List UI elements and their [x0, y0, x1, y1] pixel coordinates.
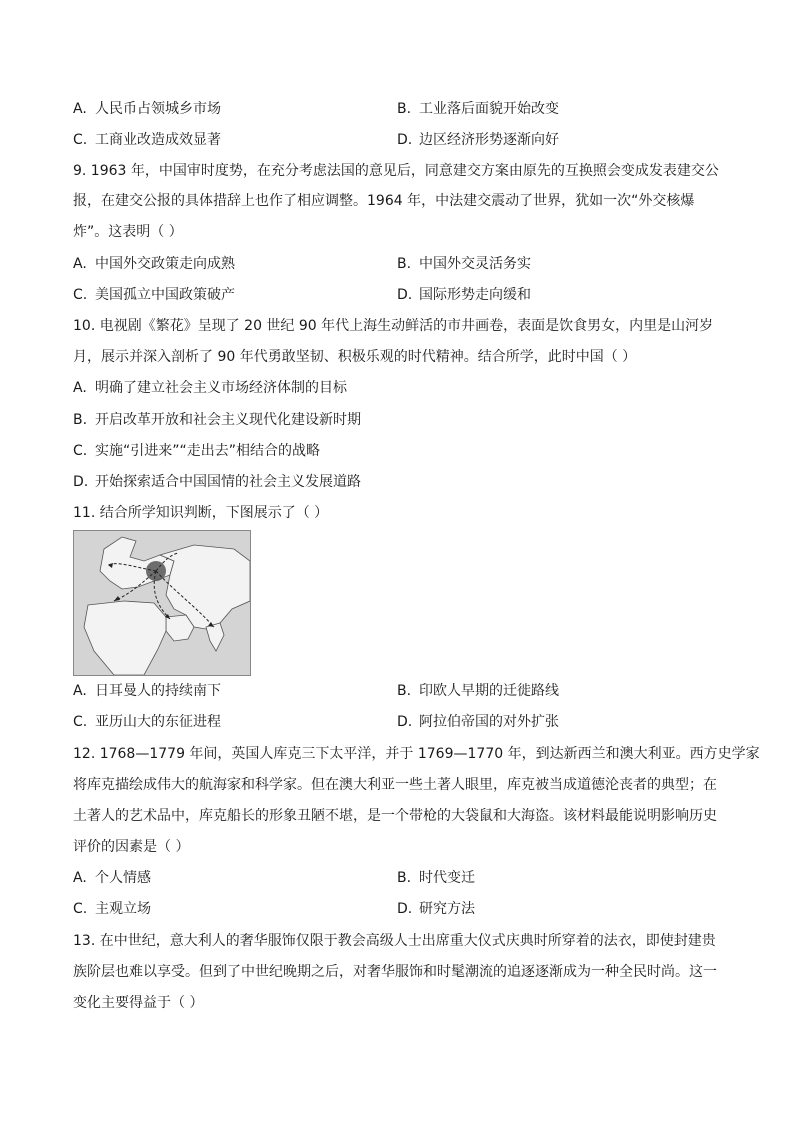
q12-stem-line-1: 12. 1768—1779 年间，英国人库克三下太平洋，并于 1769—1770 年，到达新西兰和澳大利亚。西方史学家 — [73, 746, 760, 762]
q10-option-c[interactable] — [73, 441, 320, 461]
option-key: D. — [397, 714, 413, 730]
q10-stem-line-2: 月，展示并深入剖析了 90 年代勇敢坚韧、积极乐观的时代精神。结合所学，此时中国（ ） — [73, 349, 637, 365]
option-key: D. — [397, 132, 413, 148]
option-text: 主观立场 — [95, 901, 151, 917]
q11-option-a[interactable] — [73, 681, 221, 701]
q12-stem-line-3: 土著人的艺术品中，库克船长的形象丑陋不堪，是一个带枪的大袋鼠和大海盗。该材料最能说明影响历史 — [73, 808, 717, 824]
option-text: 中国外交政策走向成熟 — [95, 256, 235, 272]
option-key: C. — [73, 287, 88, 303]
option-key: D. — [73, 474, 89, 490]
option-text: 研究方法 — [419, 901, 475, 917]
option-text: 边区经济形势逐渐向好 — [419, 132, 559, 148]
option-text: 实施“引进来”“走出去”相结合的战略 — [95, 443, 321, 459]
option-text: 人民币占领城乡市场 — [95, 101, 221, 117]
option-key: D. — [397, 901, 413, 917]
option-text: 亚历山大的东征进程 — [95, 714, 221, 730]
q11-option-d[interactable] — [397, 712, 559, 732]
option-key: B. — [397, 101, 412, 117]
q10-option-a[interactable] — [73, 378, 347, 398]
map-illustration — [74, 531, 250, 675]
option-key: A. — [73, 256, 87, 272]
option-key: D. — [397, 287, 413, 303]
option-key: B. — [73, 412, 88, 428]
q12-option-b[interactable] — [397, 868, 475, 888]
option-text: 工业落后面貌开始改变 — [419, 101, 559, 117]
q10-option-d[interactable] — [73, 472, 361, 492]
q8-option-a[interactable] — [73, 99, 221, 119]
q9-option-a[interactable] — [73, 254, 235, 274]
option-text: 美国孤立中国政策破产 — [95, 287, 235, 303]
q13-stem-line-1: 13. 在中世纪，意大利人的奢华服饰仅限于教会高级人士出席重大仪式庆典时所穿着的法衣，即使封建贵 — [73, 933, 716, 949]
option-text: 工商业改造成效显著 — [95, 132, 221, 148]
option-text: 个人情感 — [95, 870, 151, 886]
q9-stem-line-1: 9. 1963 年，中国审时度势，在充分考虑法国的意见后，同意建交方案由原先的互换照会变成发表建交公 — [73, 163, 719, 179]
option-text: 阿拉伯帝国的对外扩张 — [419, 714, 559, 730]
option-key: B. — [397, 870, 412, 886]
option-key: C. — [73, 901, 88, 917]
q9-option-d[interactable] — [397, 285, 531, 305]
option-key: A. — [73, 380, 87, 396]
q12-option-a[interactable] — [73, 868, 151, 888]
q11-option-b[interactable] — [397, 681, 559, 701]
option-text: 开启改革开放和社会主义现代化建设新时期 — [95, 412, 361, 428]
option-key: A. — [73, 870, 87, 886]
option-text: 国际形势走向缓和 — [419, 287, 531, 303]
q10-option-b[interactable] — [73, 410, 361, 430]
q9-stem-line-2: 报，在建交公报的具体措辞上也作了相应调整。1964 年，中法建交震动了世界，犹如一次“外交核爆 — [73, 193, 695, 209]
q11-stem-line-1: 11. 结合所学知识判断，下图展示了（ ） — [73, 505, 329, 521]
q13-stem-line-2: 族阶层也难以享受。但到了中世纪晚期之后，对奢华服饰和时髦潮流的追逐逐渐成为一种全民时尚。这一 — [73, 964, 717, 980]
option-key: A. — [73, 101, 87, 117]
option-text: 时代变迁 — [419, 870, 475, 886]
option-text: 明确了建立社会主义市场经济体制的目标 — [95, 380, 347, 396]
q10-stem-line-1: 10. 电视剧《繁花》呈现了 20 世纪 90 年代上海生动鲜活的市井画卷，表面是饮食男女，内里是山河岁 — [73, 318, 714, 334]
q9-option-c[interactable] — [73, 285, 235, 305]
option-text: 印欧人早期的迁徙路线 — [419, 683, 559, 699]
option-key: B. — [397, 256, 412, 272]
option-key: A. — [73, 683, 87, 699]
q13-stem-line-3: 变化主要得益于（ ） — [73, 995, 204, 1011]
option-key: C. — [73, 714, 88, 730]
q12-stem-line-2: 将库克描绘成伟大的航海家和科学家。但在澳大利亚一些土著人眼里，库克被当成道德沦丧者的典型；在 — [73, 777, 717, 793]
q12-option-c[interactable] — [73, 899, 151, 919]
option-text: 中国外交灵活务实 — [419, 256, 531, 272]
q9-option-b[interactable] — [397, 254, 531, 274]
q11-option-c[interactable] — [73, 712, 221, 732]
q8-option-d[interactable] — [397, 130, 559, 150]
option-key: C. — [73, 132, 88, 148]
option-text: 日耳曼人的持续南下 — [95, 683, 221, 699]
option-key: C. — [73, 443, 88, 459]
q8-option-c[interactable] — [73, 130, 221, 150]
migration-route-map — [73, 530, 251, 676]
q12-option-d[interactable] — [397, 899, 475, 919]
option-text: 开始探索适合中国国情的社会主义发展道路 — [95, 474, 361, 490]
q8-option-b[interactable] — [397, 99, 559, 119]
option-key: B. — [397, 683, 412, 699]
q9-stem-line-3: 炸”。这表明（ ） — [73, 224, 183, 240]
q12-stem-line-4: 评价的因素是（ ） — [73, 839, 190, 855]
